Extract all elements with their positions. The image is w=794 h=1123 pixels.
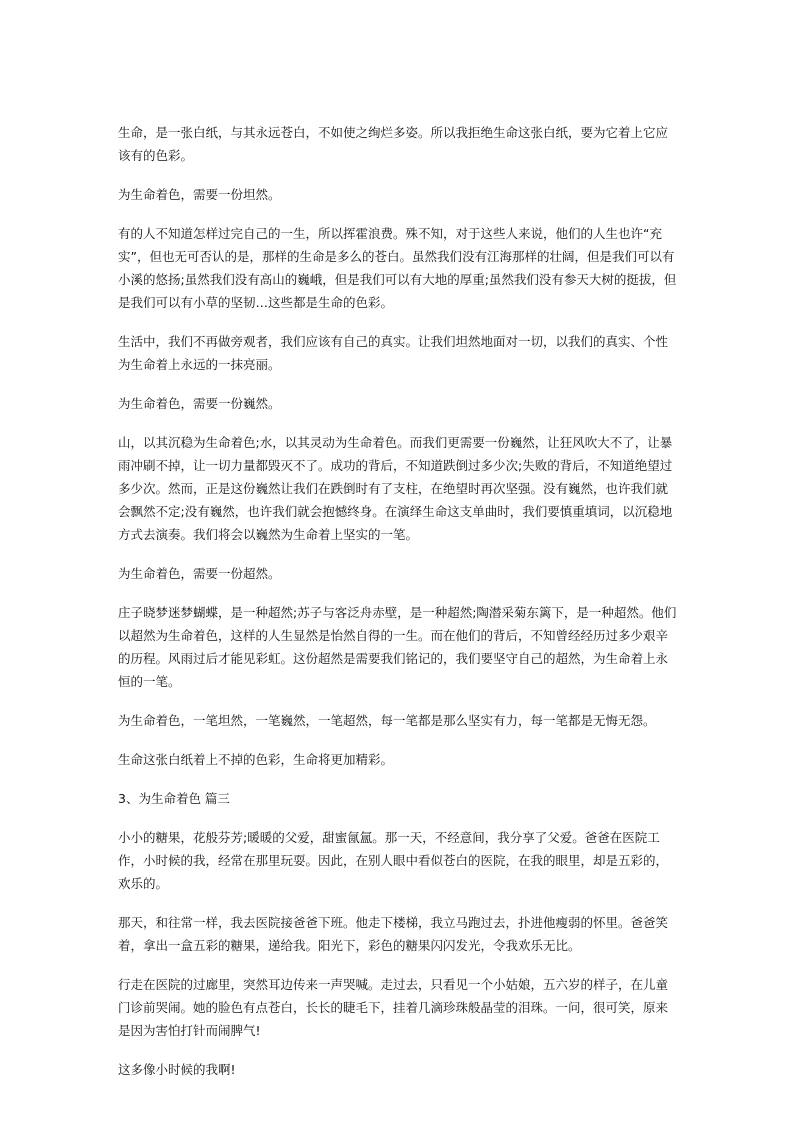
paragraph: 行走在医院的过廊里，突然耳边传来一声哭喊。走过去，只看见一个小姑娘，五六岁的样子，在儿童门诊前哭闹。她的脸色有点苍白，长长的睫毛下，挂着几滴珍珠般晶莹的泪珠。一问，很可笑，原来是因为害怕打针而闹脾气! (118, 977, 669, 1038)
paragraph: 生活中，我们不再做旁观者，我们应该有自己的真实。让我们坦然地面对一切，以我们的真实、个性为生命着上永远的一抹亮丽。 (118, 334, 669, 372)
paragraph: 生命这张白纸着上不掉的色彩，生命将更加精彩。 (118, 752, 394, 767)
paragraph: 小小的糖果，花般芬芳;暖暖的父爱，甜蜜氤氲。那一天，不经意间，我分享了父爱。爸爸在医院工作，小时候的我，经常在那里玩耍。因此，在别人眼中看似苍白的医院，在我的眼里，却是五彩的，欢乐的。 (118, 830, 669, 891)
paragraph: 庄子晓梦迷梦蝴蝶，是一种超然;苏子与客泛舟赤壁，是一种超然;陶潜采菊东篱下，是一种超然。他们以超然为生命着色，这样的人生显然是怡然自得的一生。而在他们的背后，不知曾经经历过多少艰辛的历程。风雨过后才能见彩虹。这份超然是需要我们铭记的，我们要坚守自己的超然，为生命着上永恒的一笔。 (118, 605, 677, 689)
paragraph: 那天，和往常一样，我去医院接爸爸下班。他走下楼梯，我立马跑过去，扑进他瘦弱的怀里。爸爸笑着，拿出一盒五彩的糖果，递给我。阳光下，彩色的糖果闪闪发光，令我欢乐无比。 (118, 915, 669, 953)
article-heading: 3、为生命着色 篇三 (118, 791, 230, 806)
paragraph: 山，以其沉稳为生命着色;水，以其灵动为生命着色。而我们更需要一份巍然，让狂风吹大不了，让暴雨冲刷不掉，让一切力量都毁灭不了。成功的背后，不知道跌倒过多少次;失败的背后，不知道绝望过多少次。然而，正是这份巍然让我们在跌倒时有了支柱，在绝望时再次坚强。没有巍然，也许我们就会飘然不定;没有巍然，也许我们就会抱憾终身。在演绎生命这支单曲时，我们要慎重填词，以沉稳地方式去演奏。我们将会以巍然为生命着上坚实的一笔。 (118, 435, 673, 542)
paragraph: 为生命着色，一笔坦然，一笔巍然，一笔超然，每一笔都是那么坚实有力，每一笔都是无悔无怨。 (118, 713, 656, 728)
section-subheading: 为生命着色，需要一份巍然。 (118, 396, 281, 411)
document-body (118, 121, 678, 1097)
paragraph: 生命，是一张白纸，与其永远苍白，不如使之绚烂多姿。所以我拒绝生命这张白纸，要为它着上它应该有的色彩。 (118, 125, 669, 163)
section-subheading: 为生命着色，需要一份超然。 (118, 566, 281, 581)
paragraph: 这多像小时候的我啊! (118, 1062, 236, 1077)
section-subheading: 为生命着色，需要一份坦然。 (118, 187, 281, 202)
paragraph: 有的人不知道怎样过完自己的一生，所以挥霍浪费。殊不知，对于这些人来说，他们的人生也许“充实”，但也无可否认的是，那样的生命是多么的苍白。虽然我们没有江海那样的壮阔，但是我们可以有小溪的悠扬;虽然我们没有高山的巍峨，但是我们可以有大地的厚重;虽然我们没有参天大树的挺拔，但是我们可以有小草的坚韧…这些都是生命的色彩。 (118, 226, 677, 310)
